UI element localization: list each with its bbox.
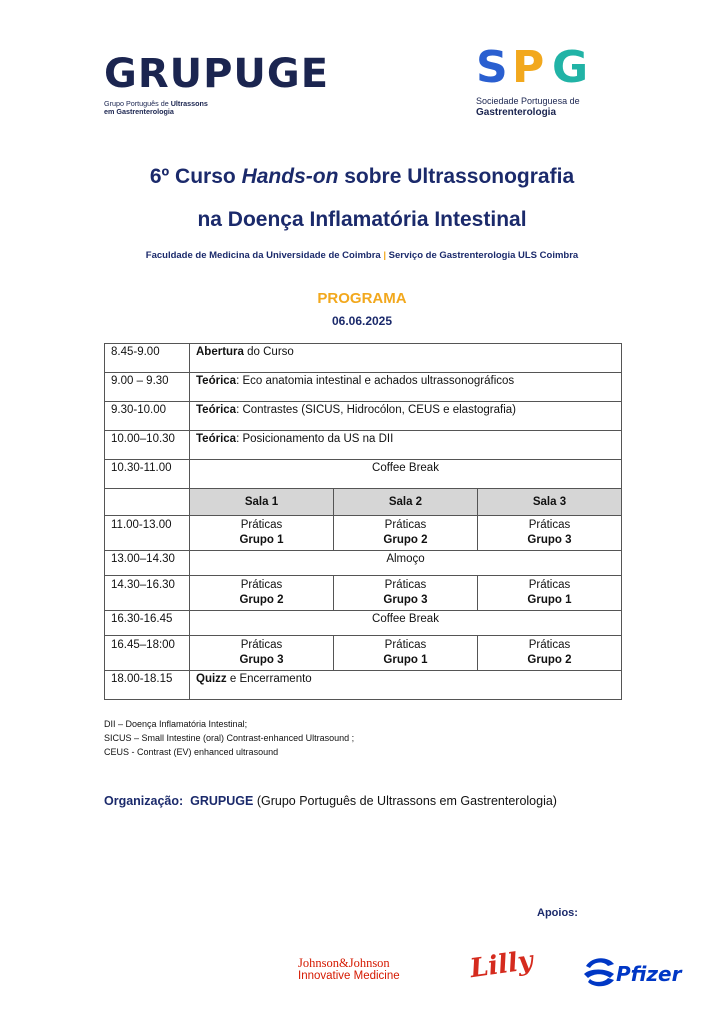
- pfizer-swirl-icon: [580, 952, 620, 992]
- schedule-time: 14.30–16.30: [105, 576, 190, 611]
- schedule-time: 18.00-18.15: [105, 671, 190, 700]
- course-title-line-2: na Doença Inflamatória Intestinal: [197, 208, 527, 231]
- rooms-header-row: [105, 489, 622, 516]
- schedule-row: [105, 431, 622, 460]
- pfizer-logo: [580, 952, 680, 992]
- schedule-row: [105, 576, 622, 611]
- schedule-time: 9.00 – 9.30: [105, 373, 190, 402]
- note-line: DII – Doença Inflamatória Intestinal;: [104, 719, 248, 729]
- room-header: Sala 3: [477, 489, 621, 516]
- practice-cell: Práticas Grupo 2: [190, 576, 334, 611]
- schedule-row: [105, 636, 622, 671]
- schedule-activity: Quizz e Encerramento: [190, 671, 622, 700]
- schedule-time: 9.30-10.00: [105, 402, 190, 431]
- schedule-time: 8.45-9.00: [105, 344, 190, 373]
- abbreviation-notes: [104, 717, 354, 759]
- rooms-header-empty: [105, 489, 190, 516]
- schedule-row: [105, 611, 622, 636]
- spg-logo-letter-p: P: [512, 42, 545, 93]
- schedule-row: [105, 516, 622, 551]
- practice-cell: Práticas Grupo 3: [333, 576, 477, 611]
- room-header: Sala 1: [190, 489, 334, 516]
- practice-cell: Práticas Grupo 1: [190, 516, 334, 551]
- schedule-time: 10.30-11.00: [105, 460, 190, 489]
- schedule-row: [105, 551, 622, 576]
- spg-logo-subtitle-1: Sociedade Portuguesa de: [476, 96, 580, 106]
- schedule-activity: Teórica: Posicionamento da US na DII: [190, 431, 622, 460]
- schedule-row: [105, 671, 622, 700]
- practice-cell: Práticas Grupo 1: [477, 576, 621, 611]
- schedule-time: 16.45–18:00: [105, 636, 190, 671]
- schedule-time: 13.00–14.30: [105, 551, 190, 576]
- schedule-row: [105, 402, 622, 431]
- schedule-time: 10.00–10.30: [105, 431, 190, 460]
- course-title-line-1: 6º Curso Hands-on sobre Ultrassonografia: [149, 165, 575, 188]
- schedule-row: [105, 373, 622, 402]
- course-location: Faculdade de Medicina da Universidade de Coimbra | Serviço de Gastrenterologia ULS Coimbra: [145, 250, 579, 261]
- practice-cell: Práticas Grupo 2: [477, 636, 621, 671]
- schedule-activity: Abertura do Curso: [190, 344, 622, 373]
- room-header: Sala 2: [333, 489, 477, 516]
- organization-name: GRUPUGE: [190, 794, 254, 808]
- spg-logo: [476, 42, 606, 119]
- schedule-time: 11.00-13.00: [105, 516, 190, 551]
- practice-cell: Práticas Grupo 1: [333, 636, 477, 671]
- note-line: SICUS – Small Intestine (oral) Contrast-enhanced Ultrasound ;: [104, 733, 355, 743]
- schedule-activity: Teórica: Eco anatomia intestinal e achados ultrassonográficos: [190, 373, 622, 402]
- grupuge-logo-word: GRUPUGE: [104, 51, 330, 97]
- schedule-time: 16.30-16.45: [105, 611, 190, 636]
- apoios-label: Apoios:: [537, 907, 578, 919]
- organization-detail: (Grupo Português de Ultrassons em Gastrenterologia): [256, 794, 557, 808]
- organization-label: Organização:: [104, 794, 184, 808]
- grupuge-logo-subtitle: Grupo Português de Ultrassons em Gastrenterologia: [104, 99, 208, 116]
- practice-cell: Práticas Grupo 2: [333, 516, 477, 551]
- lilly-logo: Lilly: [468, 945, 535, 985]
- pfizer-logo-word: Pfizer: [616, 962, 682, 986]
- note-line: CEUS - Contrast (EV) enhanced ultrasound: [104, 747, 279, 757]
- spg-logo-letter-g: G: [552, 42, 589, 93]
- spg-logo-subtitle-2: Gastrenterologia: [476, 107, 557, 118]
- spg-logo-letter-s: S: [476, 42, 508, 93]
- organization-line: [104, 794, 557, 808]
- johnson-johnson-logo: Johnson&Johnson Innovative Medicine: [298, 956, 400, 982]
- schedule-row: [105, 344, 622, 373]
- schedule-break: Coffee Break: [190, 611, 622, 636]
- course-date: 06.06.2025: [331, 314, 393, 328]
- spg-logo-mark: [476, 42, 606, 93]
- practice-cell: Práticas Grupo 3: [477, 516, 621, 551]
- practice-cell: Práticas Grupo 3: [190, 636, 334, 671]
- schedule-activity: Teórica: Contrastes (SICUS, Hidrocólon, CEUS e elastografia): [190, 402, 622, 431]
- programa-heading: PROGRAMA: [317, 290, 407, 307]
- schedule-break: Almoço: [190, 551, 622, 576]
- schedule-table: [104, 343, 622, 700]
- schedule-row: [105, 460, 622, 489]
- schedule-break: Coffee Break: [190, 460, 622, 489]
- grupuge-logo: [104, 52, 354, 116]
